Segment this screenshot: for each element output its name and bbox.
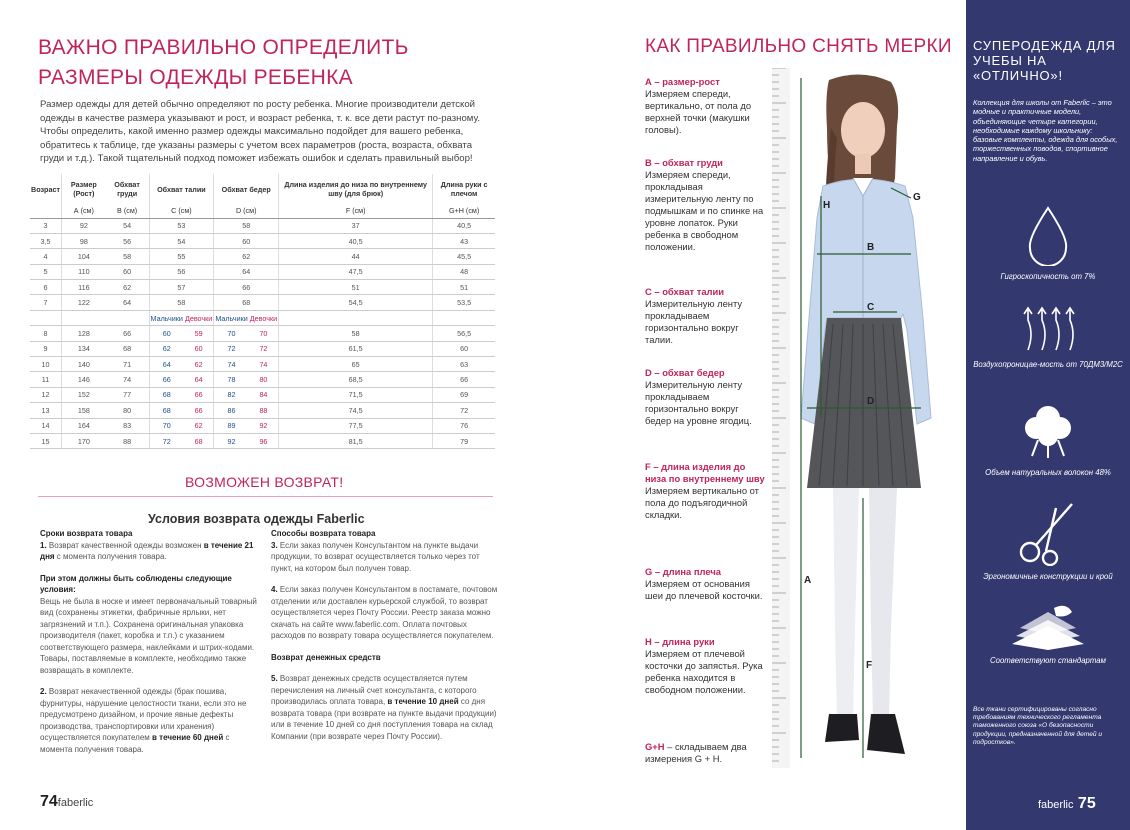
table-cell: 15 [30,433,61,448]
table-row [30,387,495,402]
table-cell: 70 [149,418,184,433]
table-cell: 66 [184,387,214,402]
unit-cell: С (см) [149,204,214,218]
table-cell: 60 [214,233,279,248]
measure-item: F – длина изделия до низа по внутреннему шву Измеряем вертикально от пола до подъягодичной складки. [645,461,765,520]
sidebar [966,0,1130,830]
table-header: Обхват талии [149,174,214,204]
table-cell: 88 [249,403,279,418]
sidebar-intro: Коллекция для школы от Faberlic – это модные и практичные модели, объединяющие четыре категории, необходимые каждому школьнику: базовые комплекты, одежда для особых, торжественных поводов, спортивное направление и обувь. [973,98,1118,163]
table-cell: 58 [106,249,149,264]
table-cell: 80 [249,372,279,387]
table-cell: 64 [149,357,184,372]
label-a: A [804,575,812,586]
table-body-a [30,218,495,310]
table-cell: 70 [214,326,249,341]
table-cell: 47,5 [279,264,433,279]
brand-logo: faberlic [1038,799,1074,811]
subheading: При этом должны быть соблюдены следующие условия: [40,573,232,594]
table-cell: 92 [214,433,249,448]
table-cell: 70 [249,326,279,341]
brand-logo: faberlic [57,797,94,809]
gender-row [30,310,495,325]
table-cell: 3 [30,218,61,233]
table-cell: 53 [149,218,214,233]
table-cell: 56 [149,264,214,279]
return-methods-column [271,528,499,752]
table-header: Возраст [30,174,61,204]
measure-item: В – обхват груди Измеряем спереди, прокладывая измерительную ленту по подмышкам и по спинке на уровне лопаток. Руки ребенка в свободном положении. [645,157,764,252]
table-row [30,264,495,279]
table-cell: 116 [61,280,105,295]
measure-title: КАК ПРАВИЛЬНО СНЯТЬ МЕРКИ [645,36,952,57]
table-cell: 5 [30,264,61,279]
table-cell: 77,5 [279,418,433,433]
drop-icon [1018,204,1078,266]
table-cell: 10 [30,357,61,372]
feature-item [966,500,1130,582]
table-body-b [30,326,495,449]
cotton-icon [1018,398,1078,462]
measure-item: H – длина руки Измеряем от плечевой косточки до запястья. Рука ребенка находится в свободном положении. [645,636,763,695]
table-header-row [30,174,495,204]
table-cell: 122 [61,295,105,310]
table-cell: 58 [149,295,214,310]
fabric-icon [1008,604,1088,650]
table-cell: 158 [61,403,105,418]
table-cell: 58 [279,326,433,341]
table-cell: 37 [279,218,433,233]
table-row [30,218,495,233]
page-number-left: 74faberlic [40,793,94,810]
table-cell: 62 [106,280,149,295]
table-row [30,372,495,387]
table-cell: 45,5 [433,249,495,264]
table-cell: 80 [106,403,149,418]
boys-label: Мальчики [214,310,249,325]
measure-item: А – размер-рост Измеряем спереди, вертикально, от пола до верхней точки (макушки головы). [645,76,752,135]
table-cell: 66 [433,372,495,387]
label-c: C [867,302,875,313]
table-row [30,233,495,248]
table-cell: 72 [249,341,279,356]
table-cell: 65 [279,357,433,372]
table-cell: 58 [214,218,279,233]
table-cell: 51 [279,280,433,295]
table-cell: 89 [214,418,249,433]
table-cell: 98 [61,233,105,248]
paragraph: Вещь не была в носке и имеет первоначальный товарный вид (сохранены этикетки, фабричные ярлыки, нет загрязнений и т.п.). Сохранена оригинальная упаковка производителя (пакет, коробка и т.п.) с указанием соответствующего размера, наклейками и штрих-кодами. Товары, поставляемые в комплекте, необходимо также возвращать в комплекте. [40,596,257,675]
title-line-1: ВАЖНО ПРАВИЛЬНО ОПРЕДЕЛИТЬ [38,36,409,59]
unit-cell: В (см) [106,204,149,218]
measure-item: С – обхват талии Измерительную ленту прокладываем горизонтально вокруг талии. [645,286,743,345]
unit-cell: F (см) [279,204,433,218]
table-cell: 92 [61,218,105,233]
subheading: Способы возврата товара [271,529,376,538]
table-cell: 72 [433,403,495,418]
label-b: B [867,242,875,253]
table-cell: 44 [279,249,433,264]
possible-return-heading: ВОЗМОЖЕН ВОЗВРАТ! [185,474,344,490]
feature-item [966,204,1130,282]
unit-cell [30,204,61,218]
paragraph: 2. Возврат некачественной одежды (брак пошива, фурнитуры, нарушение целостности ткани, если это не предусмотрено дизайном, и прочие явные дефекты производства, транспортировки или хранения) осуществляется покупателем в течение 60 дней с момента получения товара. [40,687,247,754]
table-cell: 88 [106,433,149,448]
table-cell: 53,5 [433,295,495,310]
feature-label: Эргономичные конструкции и крой [983,572,1113,581]
table-cell: 66 [214,280,279,295]
label-h: H [823,200,831,211]
table-cell: 3,5 [30,233,61,248]
table-cell: 43 [433,233,495,248]
table-cell: 82 [214,387,249,402]
table-cell: 62 [214,249,279,264]
table-cell: 68 [184,433,214,448]
return-terms-column [40,528,258,765]
feature-label: Воздухопроницае-мость от 70ДМ3/М2С [973,360,1123,369]
table-cell: 9 [30,341,61,356]
table-cell: 63 [433,357,495,372]
table-cell: 64 [214,264,279,279]
measure-item: D – обхват бедер Измерительную ленту прокладываем горизонтально вокруг бедер на уровне ягодиц. [645,367,752,426]
feature-item [966,398,1130,478]
air-flow-icon [1018,304,1078,354]
table-cell: 14 [30,418,61,433]
table-cell: 40,5 [433,218,495,233]
table-header: Обхват бедер [214,174,279,204]
table-cell: 170 [61,433,105,448]
table-header: Размер (Рост) [70,180,97,198]
feature-item [966,604,1130,666]
table-row [30,341,495,356]
table-header: Обхват груди [106,174,149,204]
table-cell: 71,5 [279,387,433,402]
table-cell: 11 [30,372,61,387]
scissors-icon [1016,500,1080,566]
table-cell: 78 [214,372,249,387]
table-cell: 60 [106,264,149,279]
table-cell: 71 [106,357,149,372]
paragraph: 3. Если заказ получен Консультантом на пункте выдачи продукции, то возврат осуществляется только через тот пункт, на котором был получен товар. [271,540,480,573]
table-cell: 55 [149,249,214,264]
table-cell: 68,5 [279,372,433,387]
table-cell: 152 [61,387,105,402]
measure-item: G – длина плеча Измеряем от основания шеи до плечевой косточки. [645,566,763,601]
table-cell: 68 [106,341,149,356]
table-cell: 96 [249,433,279,448]
table-units-row [30,204,495,218]
table-cell: 69 [433,387,495,402]
girls-label: Девочки [249,310,279,325]
table-cell: 104 [61,249,105,264]
label-d: D [867,396,875,407]
title-line-2: РАЗМЕРЫ ОДЕЖДЫ РЕБЕНКА [38,66,353,89]
table-cell: 4 [30,249,61,264]
feature-label: Гигроскопичность от 7% [1000,272,1096,281]
table-cell: 164 [61,418,105,433]
table-cell: 61,5 [279,341,433,356]
certification-note: Все ткани сертифицированы согласно требованиям технического регламента таможенного союза «О безопасности продукции, предназначенной для детей и подростков». [973,706,1103,746]
table-row [30,418,495,433]
feature-item [966,304,1130,370]
table-cell: 110 [61,264,105,279]
table-cell: 13 [30,403,61,418]
table-cell: 68 [214,295,279,310]
table-cell: 56,5 [433,326,495,341]
feature-label: Объем натуральных волокон 48% [985,468,1111,477]
table-cell: 57 [149,280,214,295]
measure-item: G+H – складываем два измерения G + H. [645,741,747,764]
table-header: Длина изделия до низа по внутреннему шву (для брюк) [279,174,433,204]
intro-paragraph: Размер одежды для детей обычно определяют по росту ребенка. Многие производители детской одежды в качестве размера указывают и рост, и возраст ребенка, т. к. все дети растут по-разному. Чтобы определить, какой именно размер одежды максимально подойдет для вашего ребенка, обратитесь к таблице, где указаны размеры с учетом всех параметров (роста, возраста, обхвата груди и т.д.). Такой тщательный подход поможет избежать ошибок и сделать правильный выбор! [40,99,481,164]
boys-label: Мальчики [149,310,184,325]
table-cell: 83 [106,418,149,433]
girl-photo [771,68,961,772]
page-number-right: faberlic 75 [1038,795,1096,812]
table-cell: 51 [433,280,495,295]
table-cell: 60 [149,326,184,341]
table-cell: 48 [433,264,495,279]
conditions-title: Условия возврата одежды Faberlic [148,512,365,526]
table-cell: 86 [214,403,249,418]
table-cell: 7 [30,295,61,310]
table-cell: 62 [149,341,184,356]
table-cell: 68 [149,387,184,402]
table-cell: 56 [106,233,149,248]
table-cell: 62 [184,357,214,372]
right-page [565,0,1130,830]
table-cell: 81,5 [279,433,433,448]
table-cell: 66 [149,372,184,387]
label-f: F [866,660,873,671]
table-cell: 76 [433,418,495,433]
divider [38,496,493,497]
table-cell: 77 [106,387,149,402]
table-row [30,357,495,372]
feature-label: Соответствуют стандартам [990,656,1106,665]
table-row [30,326,495,341]
table-cell: 60 [184,341,214,356]
table-cell: 72 [149,433,184,448]
page-title [38,33,409,93]
unit-cell: D (см) [214,204,279,218]
subheading: Возврат денежных средств [271,652,381,662]
table-cell: 54,5 [279,295,433,310]
table-cell: 134 [61,341,105,356]
table-row [30,280,495,295]
table-cell: 74,5 [279,403,433,418]
table-cell: 74 [249,357,279,372]
table-cell: 60 [433,341,495,356]
table-cell: 62 [184,418,214,433]
sidebar-title: СУПЕРОДЕЖДА ДЛЯ УЧЕБЫ НА «ОТЛИЧНО»! [973,38,1116,83]
paragraph: 4. Если заказ получен Консультантом в постамате, почтовом отделении или доставлен курьерской службой, то возврат осуществляется через Почту России. Реестр заказа можно скачать на сайте www.faberlic.com. Оплата почтовых расходов по возврату товара осуществляется покупателем. [271,585,498,640]
table-cell: 66 [184,403,214,418]
table-cell: 40,5 [279,233,433,248]
table-cell: 6 [30,280,61,295]
subheading: Сроки возврата товара [40,529,133,538]
table-row [30,295,495,310]
table-cell: 92 [249,418,279,433]
table-cell: 72 [214,341,249,356]
unit-cell: G+H (см) [433,204,495,218]
table-cell: 64 [184,372,214,387]
girls-label: Девочки [184,310,214,325]
table-cell: 84 [249,387,279,402]
table-row [30,249,495,264]
table-cell: 74 [214,357,249,372]
table-cell: 140 [61,357,105,372]
table-cell: 66 [106,326,149,341]
table-cell: 68 [149,403,184,418]
size-table [30,174,495,449]
table-cell: 12 [30,387,61,402]
unit-cell: А (см) [61,204,105,218]
label-g: G [913,192,921,203]
table-cell: 64 [106,295,149,310]
table-cell: 74 [106,372,149,387]
paragraph: 1. Возврат качественной одежды возможен в течение 21 дня с момента получения товара. [40,540,254,561]
table-cell: 8 [30,326,61,341]
paragraph: 5. Возврат денежных средств осуществляется путем перечисления на личный счет консультанта, с которого производилась оплата товара, в течение 10 дней со дня возврата товара (при возврате на пункте выдачи продукции) или в течение 10 дней со дня поступления товара на склад Компании (при возврате через Почту России). [271,674,497,741]
table-cell: 54 [106,218,149,233]
table-row [30,433,495,448]
table-cell: 54 [149,233,214,248]
table-cell: 146 [61,372,105,387]
table-cell: 59 [184,326,214,341]
table-cell: 79 [433,433,495,448]
table-header: Длина руки с плечом [440,180,488,198]
table-row [30,403,495,418]
table-cell: 128 [61,326,105,341]
